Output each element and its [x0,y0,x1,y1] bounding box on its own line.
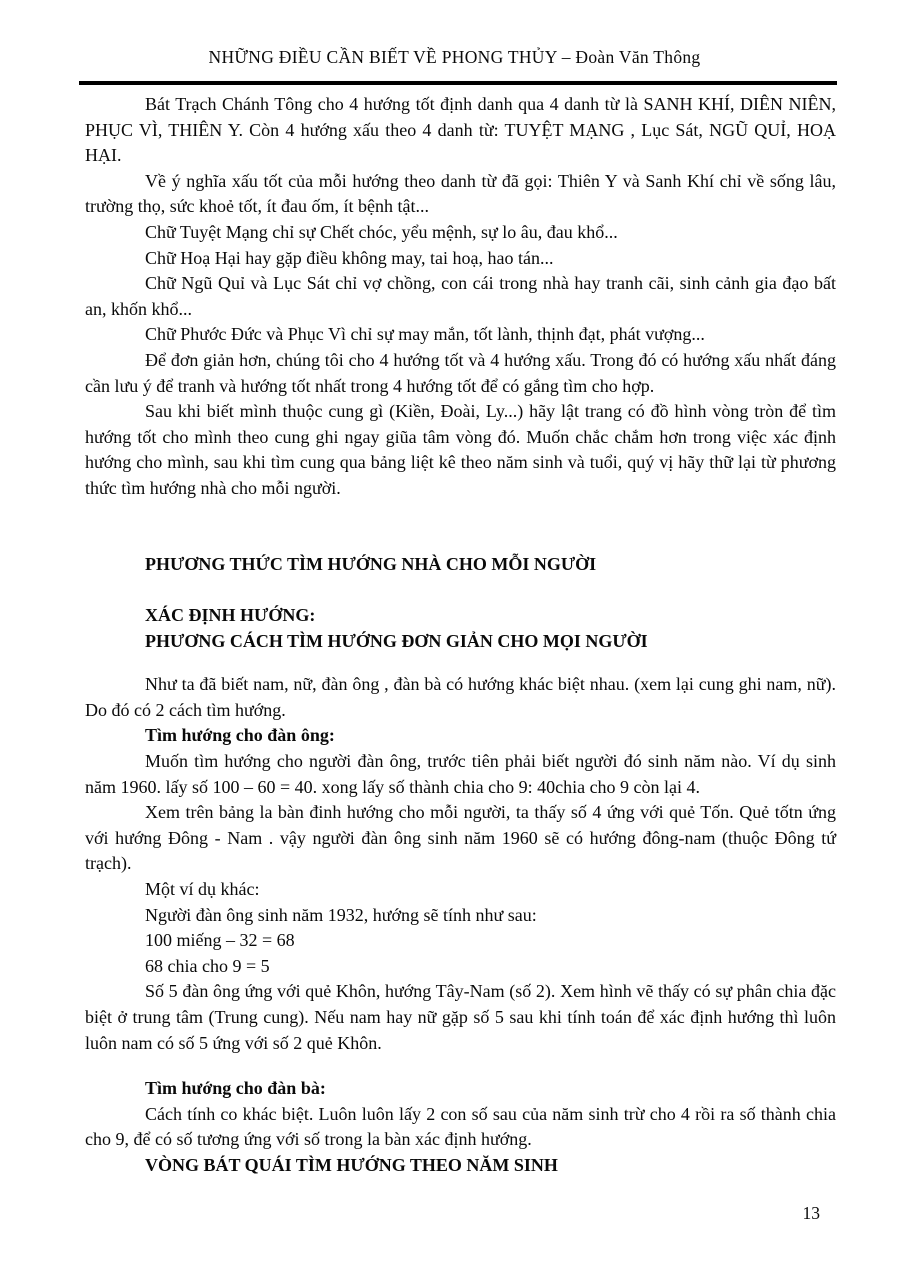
paragraph-hoa-hai: Chữ Hoạ Hại hay gặp điều không may, tai hoạ, hao tán... [145,247,554,268]
paragraph-sau-khi-biet: Sau khi biết mình thuộc cung gì (Kiền, Đoài, Ly...) hãy lật trang có đồ hình vòng tròn để tìm hướng tốt cho mình theo cung ghi ngay giũa tâm vòng đó. Muốn chắc chắm hơn trong việc xác định hướng cho mình, sau khi tìm cung qua bảng liệt kê theo năm sinh và tuổi, quý vị hãy thữ lại từ phương thức tìm hướng nhà cho mỗi người. [85,401,836,498]
paragraph-phuoc-duc: Chữ Phước Đức và Phục Vì chỉ sự may mắn, tốt lành, thịnh đạt, phát vượng... [145,324,705,345]
formula-100-minus-32: 100 miếng – 32 = 68 [145,930,295,951]
subheading-tim-huong-dan-ba: Tìm hướng cho đàn bà: [145,1078,326,1099]
running-header: NHỮNG ĐIỀU CẦN BIẾT VỀ PHONG THỦY – Đoàn Văn Thông [208,47,701,67]
paragraph-y-nghia: Về ý nghĩa xấu tốt của mỗi hướng theo danh từ đã gọi: Thiên Y và Sanh Khí chỉ về sống lâu, trường thọ, sức khoẻ tốt, ít đau ốm, ít bệnh tật... [85,170,836,217]
paragraph-men-example-1960: Muốn tìm hướng cho người đàn ông, trước tiên phải biết người đó sinh năm nào. Ví dụ sinh năm 1960. lấy số 100 – 60 = 40. xong lấy số thành chia cho 9: 40chia cho 9 còn lại 4. [85,751,836,797]
paragraph-don-gian: Để đơn giản hơn, chúng tôi cho 4 hướng tốt và 4 hướng xấu. Trong đó có hướng xấu nhất đáng cần lưu ý để tranh và hướng tốt nhất trong 4 hướng tốt để có gắng tìm cho hợp. [85,349,836,396]
paragraph-tuyet-mang: Chữ Tuyệt Mạng chỉ sự Chết chóc, yểu mệnh, sự lo âu, đau khổ... [145,221,618,242]
page-number: 13 [802,1203,820,1223]
paragraph-method-intro: Như ta đã biết nam, nữ, đàn ông , đàn bà có hướng khác biệt nhau. (xem lại cung ghi nam, nữ). Do đó có 2 cách tìm hướng. [85,674,836,720]
subheading-tim-huong-dan-ong: Tìm hướng cho đàn ông: [145,725,335,746]
subsection-xac-dinh-huong: XÁC ĐỊNH HƯỚNG: [145,605,316,626]
section-title-phuong-thuc: PHƯƠNG THỨC TÌM HƯỚNG NHÀ CHO MỖI NGƯỜI [145,553,597,574]
paragraph-ngu-qui: Chữ Ngũ Quỉ và Lục Sát chỉ vợ chồng, con cái trong nhà hay tranh cãi, sinh cảnh gia đạo bất an, khốn khổ... [85,273,836,319]
page-body [0,85,909,1179]
formula-68-chia-9: 68 chia cho 9 = 5 [145,955,270,976]
paragraph-so-5-khon: Số 5 đàn ông ứng với quẻ Khôn, hướng Tây-Nam (số 2). Xem hình vẽ thấy có sự phân chia đặc biệt ở trung tâm (Trung cung). Nếu nam hay nữ gặp số 5 sau khi tính toán để xác định hướng thì luôn luôn nam có số 5 ứng với số 2 quẻ Khôn. [85,981,836,1053]
paragraph-men-example-1932: Người đàn ông sinh năm 1932, hướng sẽ tính như sau: [145,904,537,925]
paragraph-bat-trach: Bát Trạch Chánh Tông cho 4 hướng tốt định danh qua 4 danh từ là SANH KHÍ, DIÊN NIÊN, PHỤC VÌ, THIÊN Y. Còn 4 hướng xấu theo 4 danh từ: TUYỆT MẠNG , Lục Sát, NGŨ QUỈ, HOẠ HẠI. [85,94,836,166]
paragraph-mot-vi-du-khac: Một ví dụ khác: [145,879,260,900]
paragraph-men-la-ban: Xem trên bảng la bàn đinh hướng cho mỗi người, ta thấy số 4 ứng với quẻ Tốn. Quẻ tốtn ứng với hướng Đông - Nam . vậy người đàn ông sinh năm 1960 sẽ có hướng đông-nam (thuộc Đông tứ trạch). [85,802,836,874]
heading-vong-bat-quai: VÒNG BÁT QUÁI TÌM HƯỚNG THEO NĂM SINH [145,1154,558,1175]
paragraph-women-method: Cách tính co khác biệt. Luôn luôn lấy 2 con số sau của năm sinh trừ cho 4 rồi ra số thành chia cho 9, để có số tương ứng với số trong la bàn xác định hướng. [85,1103,836,1150]
subsection-phuong-cach: PHƯƠNG CÁCH TÌM HƯỚNG ĐƠN GIẢN CHO MỌI NGƯỜI [145,630,648,651]
